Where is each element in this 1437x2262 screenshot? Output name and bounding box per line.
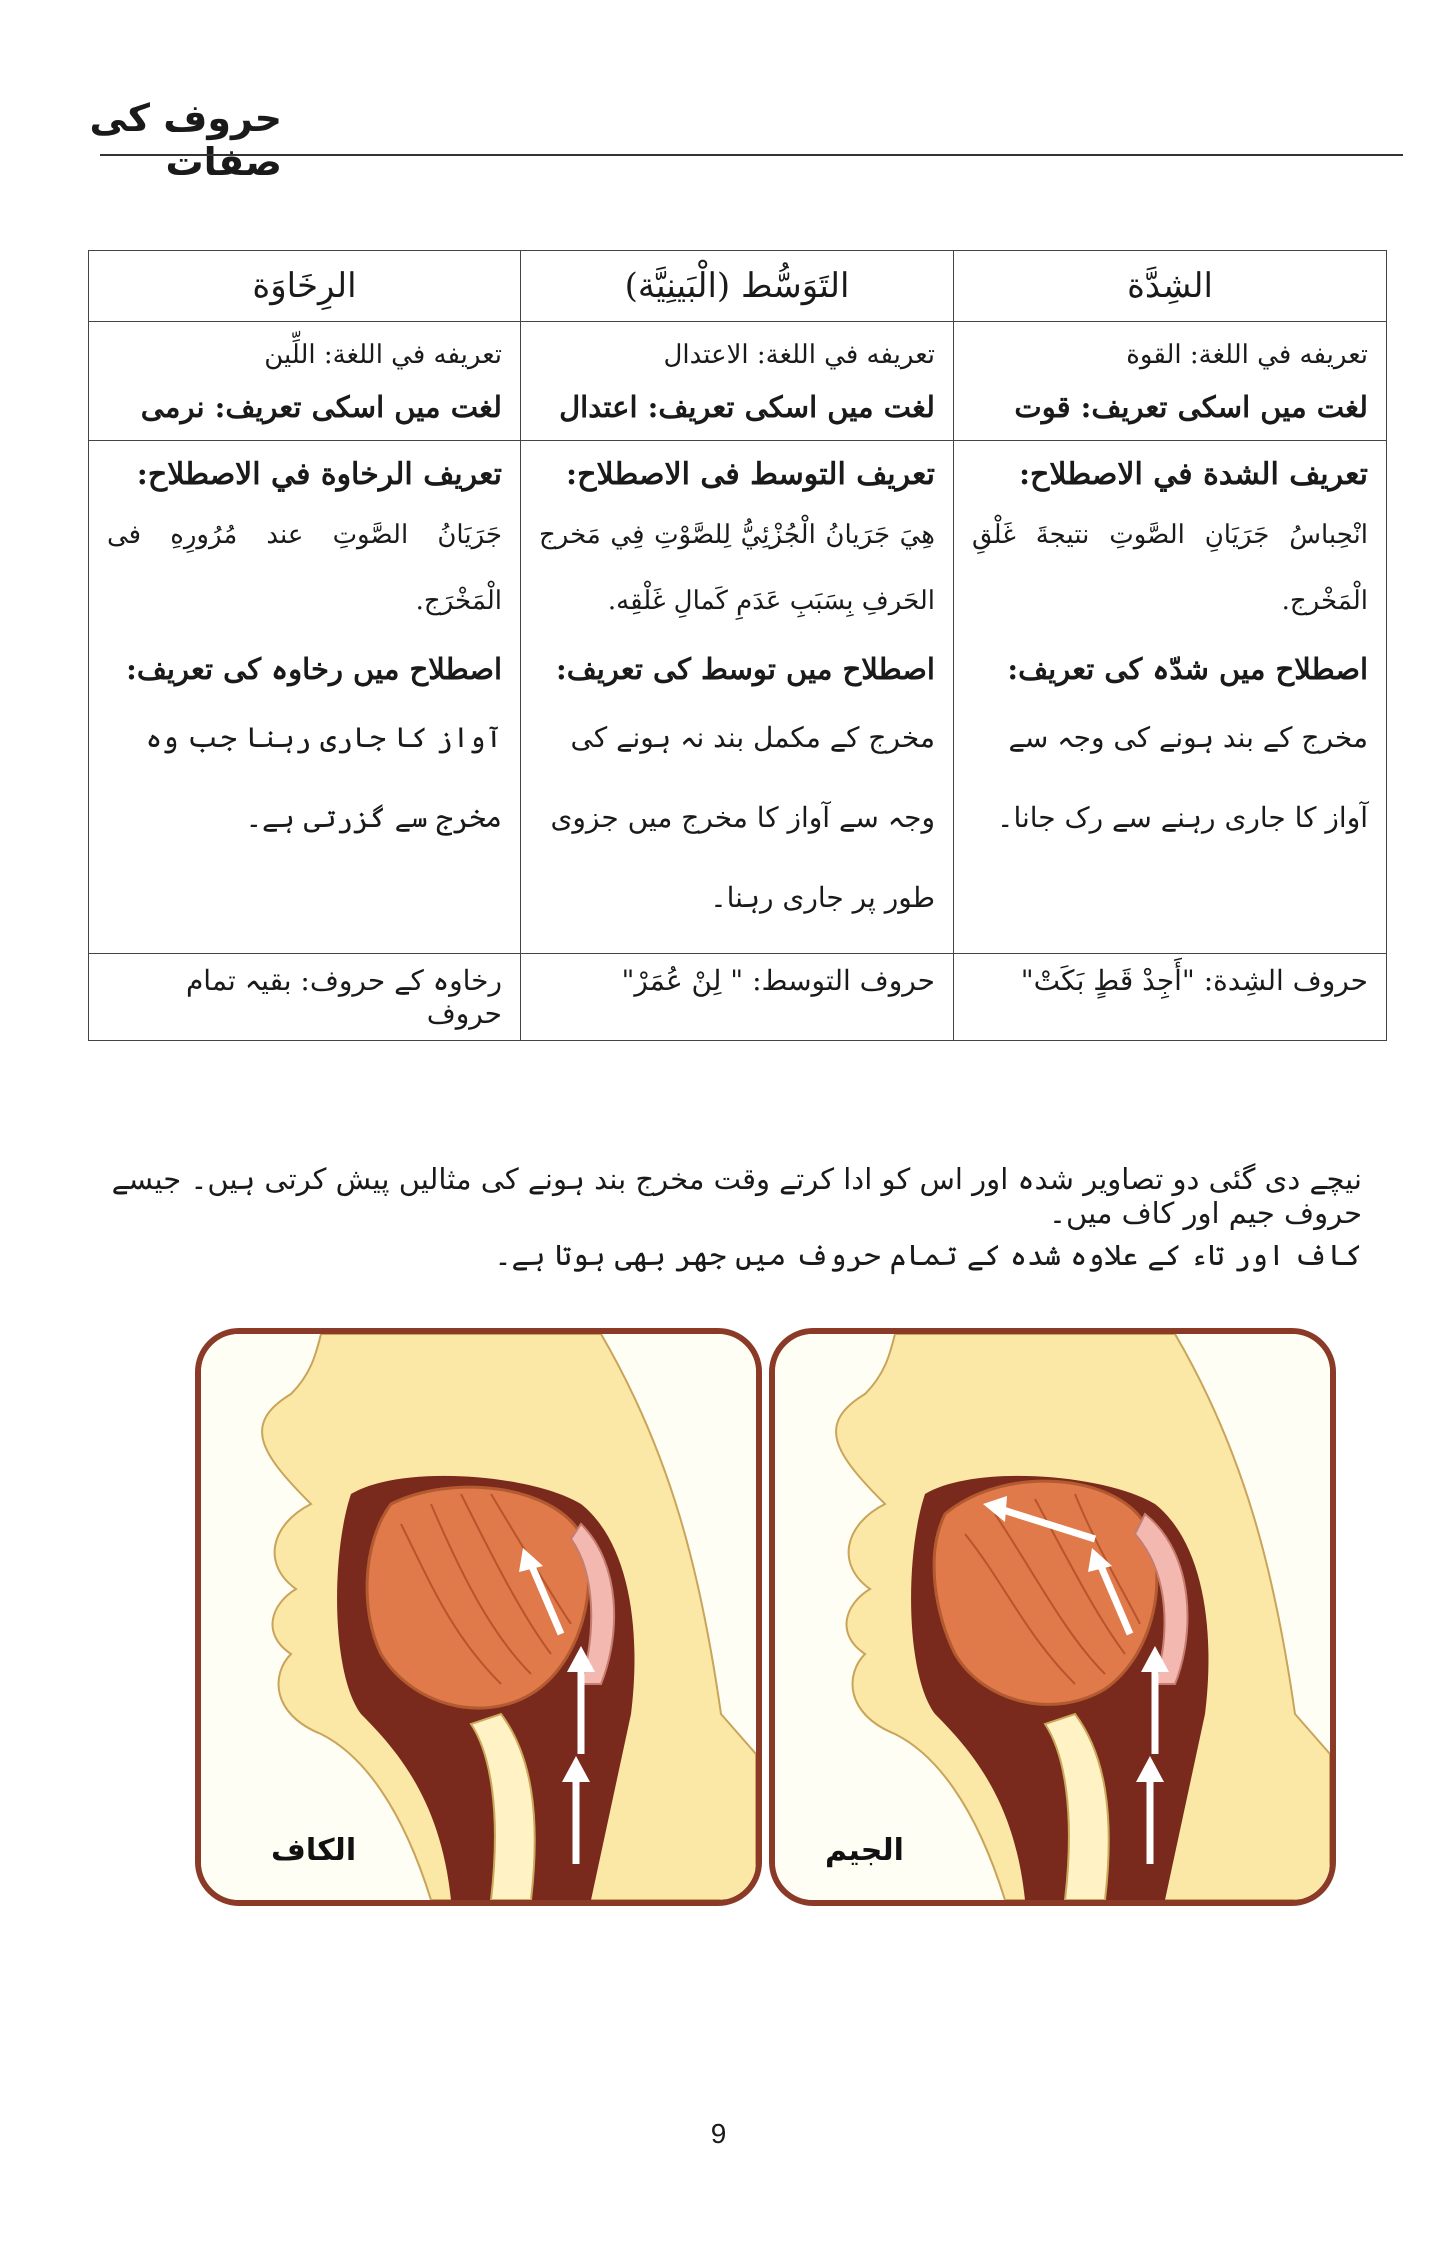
table-row-letters (89, 954, 1387, 1041)
term-heading-ar: تعريف الرخاوة في الاصطلاح: (136, 457, 502, 492)
heading-tawassut: التَوَسُّط (الْبَينِيَّة) (521, 251, 954, 322)
jeem-label: الجيم (825, 1833, 904, 1868)
page-number: 9 (710, 2118, 727, 2149)
term-heading-ur: اصطلاح میں شدّہ کی تعریف: (1007, 652, 1368, 686)
cell-lughah-shiddah (954, 322, 1387, 441)
definition-lang-ur: لغت میں اسکی تعریف: قوت (1014, 390, 1368, 424)
term-definition-ur: مخرج کے بند ہونے کی وجہ سے آواز کا جاری رہنے سے رک جانا۔ (997, 721, 1368, 834)
heading-shiddah: الشِدَّة (954, 251, 1387, 322)
term-heading-ar: تعريف الشدة في الاصطلاح: (1018, 457, 1368, 492)
term-heading-ur: اصطلاح میں توسط کی تعریف: (556, 652, 935, 686)
cell-lughah-rikhawah (89, 322, 521, 441)
definition-lang-ur: لغت میں اسکی تعریف: اعتدال (559, 390, 935, 424)
term-heading-ar: تعريف التوسط فی الاصطلاح: (566, 457, 935, 492)
table-header-row (89, 251, 1387, 322)
kaaf-label: الكاف (271, 1833, 357, 1868)
table-row-lughah (89, 322, 1387, 441)
definition-lang-ar: تعريفه في اللغة: القوة (1126, 340, 1368, 370)
letters-rikhawah: رخاوہ کے حروف: بقیہ تمام حروف (89, 954, 521, 1041)
cell-istilah-shiddah (954, 441, 1387, 954)
heading-rikhawah: الرِخَاوَة (89, 251, 521, 322)
sifat-comparison-table (88, 250, 1387, 1041)
cell-lughah-tawassut (521, 322, 954, 441)
jeem-articulation-illustration (769, 1328, 1336, 1906)
letters-tawassut: حروف التوسط: " لِنْ عُمَرْ" (521, 954, 954, 1041)
jahr-note: کاف اور تاء کے علاوہ شدہ کے تمام حروف میں جھر بھی ہوتا ہے۔ (494, 1238, 1362, 1272)
term-definition-ar: هِيَ جَرَيانُ الْجُزْئِيُّ لِلصَّوْتِ فِي مَخرج الحَرفِ بِسَبَبِ عَدَمِ كَمالِ غَلْقِه. (539, 520, 935, 616)
term-heading-ur: اصطلاح میں رخاوہ کی تعریف: (126, 652, 502, 686)
definition-lang-ar: تعريفه في اللغة: اللِّين (264, 340, 502, 370)
term-definition-ar: انْحِباسُ جَرَيَانِ الصَّوتِ نتيجةَ غَلْقِ الْمَخْرج. (972, 520, 1368, 616)
term-definition-ar: جَرَيَانُ الصَّوتِ عند مُرُورِهِ فی الْمَخْرَج. (107, 520, 502, 616)
definition-lang-ur: لغت میں اسکی تعریف: نرمی (140, 390, 502, 424)
header-divider (100, 154, 1403, 156)
jeem-throat-diagram (775, 1334, 1330, 1900)
explanation-paragraph: نیچے دی گئی دو تصاویر شدہ اور اس کو ادا کرتے وقت مخرج بند ہونے کی مثالیں پیش کرتی ہیں۔ جیسے حروف جیم اور کاف میں۔ (111, 1162, 1362, 1230)
kaaf-throat-diagram (201, 1334, 756, 1900)
definition-lang-ar: تعريفه في اللغة: الاعتدال (663, 340, 935, 370)
letters-shiddah: حروف الشِدة: "أَجِدْ قَطٍ بَكَتْ" (954, 954, 1387, 1041)
term-definition-ur: آواز کا جاری رہنا جب وہ مخرج سے گزرتی ہے۔ (145, 721, 502, 834)
page-header-title: حروف کی صفات (89, 96, 282, 184)
table-row-istilah (89, 441, 1387, 954)
term-definition-ur: مخرج کے مکمل بند نہ ہونے کی وجہ سے آواز کا مخرج میں جزوی طور پر جاری رہنا۔ (550, 721, 935, 914)
cell-istilah-tawassut (521, 441, 954, 954)
cell-istilah-rikhawah (89, 441, 521, 954)
kaaf-articulation-illustration (195, 1328, 762, 1906)
